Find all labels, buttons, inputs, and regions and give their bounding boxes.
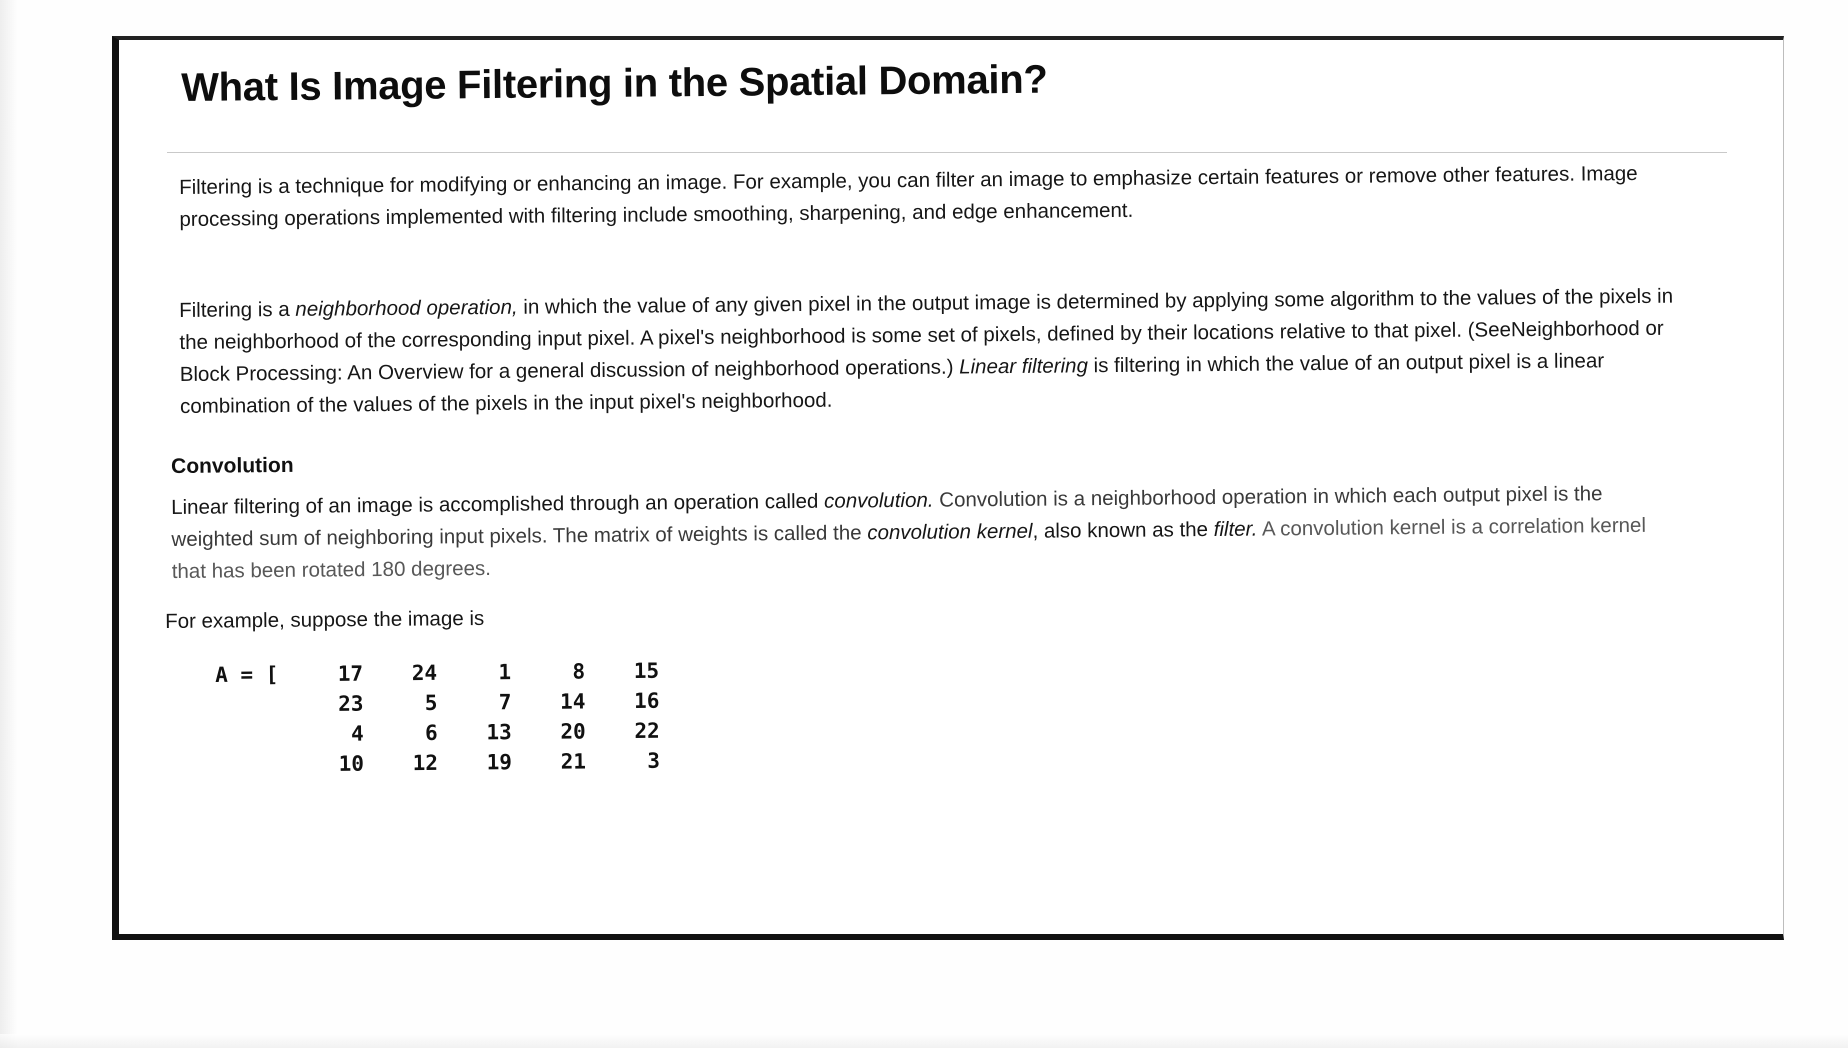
scan-edge-bottom xyxy=(0,1034,1848,1048)
matrix-cell: 6 xyxy=(424,720,438,745)
scan-edge-left xyxy=(0,0,18,1048)
paragraph-example: For example, suppose the image is xyxy=(165,606,485,633)
text-run: in which the value of any given pixel in the output image is determined by applying some algorithm to the values of the pixels in the neighborhood of the corresponding input pixel. A pixel's neighborhood is some set of pixels, defined by their locations relative to that pixel. (SeeNeighborhood or Block Processing: An Overview for a general discussion of neighborhood operations.) xyxy=(179,284,1674,386)
emphasis-convolution-kernel: convolution kernel xyxy=(867,519,1033,545)
matrix-cell: 5 xyxy=(424,690,438,715)
emphasis-neighborhood-operation: neighborhood operation, xyxy=(295,295,518,321)
matrix-cell: 4 xyxy=(350,721,364,746)
emphasis-linear-filtering: Linear filtering xyxy=(959,354,1089,379)
text-run: , also known as the xyxy=(1032,517,1214,543)
matrix-label-text: A = xyxy=(215,662,254,687)
matrix-cell: 19 xyxy=(486,750,513,775)
slide-frame xyxy=(112,36,1784,940)
emphasis-convolution: convolution. xyxy=(823,488,934,513)
table-row xyxy=(216,716,676,750)
text-run: Convolution is a neighborhood operation in which each output pixel is the weighted sum of neighboring input pixels. The matrix of weights is called the xyxy=(171,482,1603,551)
matrix-block xyxy=(215,656,676,780)
matrix-cell: 7 xyxy=(498,690,512,715)
text-run: is filtering in which the value of an output pixel is a linear combination of the values of the pixels in the input pixel's neighborhood. xyxy=(179,349,1605,418)
matrix-spacer xyxy=(215,689,305,720)
matrix-cell: 16 xyxy=(634,688,660,713)
paragraph-convolution xyxy=(171,478,1682,588)
section-heading-convolution: Convolution xyxy=(171,453,294,478)
matrix-cell: 21 xyxy=(560,749,587,774)
title-divider xyxy=(167,152,1727,153)
table-row xyxy=(215,656,675,690)
matrix-cell: 8 xyxy=(572,659,586,684)
matrix-cell: 12 xyxy=(412,750,439,776)
text-run: Linear filtering of an image is accomplished through an operation called xyxy=(171,489,825,519)
matrix-spacer xyxy=(216,749,306,780)
matrix-cell: 1 xyxy=(498,660,512,685)
table-row xyxy=(215,686,675,720)
matrix-cell: 17 xyxy=(337,661,364,686)
matrix-cell: 15 xyxy=(633,658,660,683)
table-row xyxy=(216,746,676,780)
matrix-cell: 20 xyxy=(560,719,586,744)
matrix-open-bracket: [ xyxy=(265,662,279,687)
matrix-label xyxy=(215,659,305,690)
text-run: Filtering is a xyxy=(179,297,296,322)
matrix-cell: 14 xyxy=(560,689,586,714)
matrix-table xyxy=(215,656,676,780)
matrix-cell: 13 xyxy=(486,720,512,745)
paragraph-intro: Filtering is a technique for modifying or enhancing an image. For example, you can filter an image to emphasize certain features or remove other features. Image processing operations implemented with filtering include smoothing, sharpening, and edge enhancement. xyxy=(179,161,1638,231)
matrix-cell: 24 xyxy=(411,660,438,686)
matrix-cell: 10 xyxy=(338,751,365,776)
paragraph-neighborhood xyxy=(179,281,1690,423)
matrix-cell: 22 xyxy=(634,718,660,743)
matrix-spacer xyxy=(216,719,306,750)
matrix-cell: 3 xyxy=(647,748,661,773)
emphasis-filter: filter. xyxy=(1213,517,1258,541)
page-title: What Is Image Filtering in the Spatial Domain? xyxy=(181,57,1048,110)
matrix-cell: 23 xyxy=(338,691,364,716)
text-run: A convolution kernel is a correlation kernel that has been rotated 180 degrees. xyxy=(171,513,1647,583)
